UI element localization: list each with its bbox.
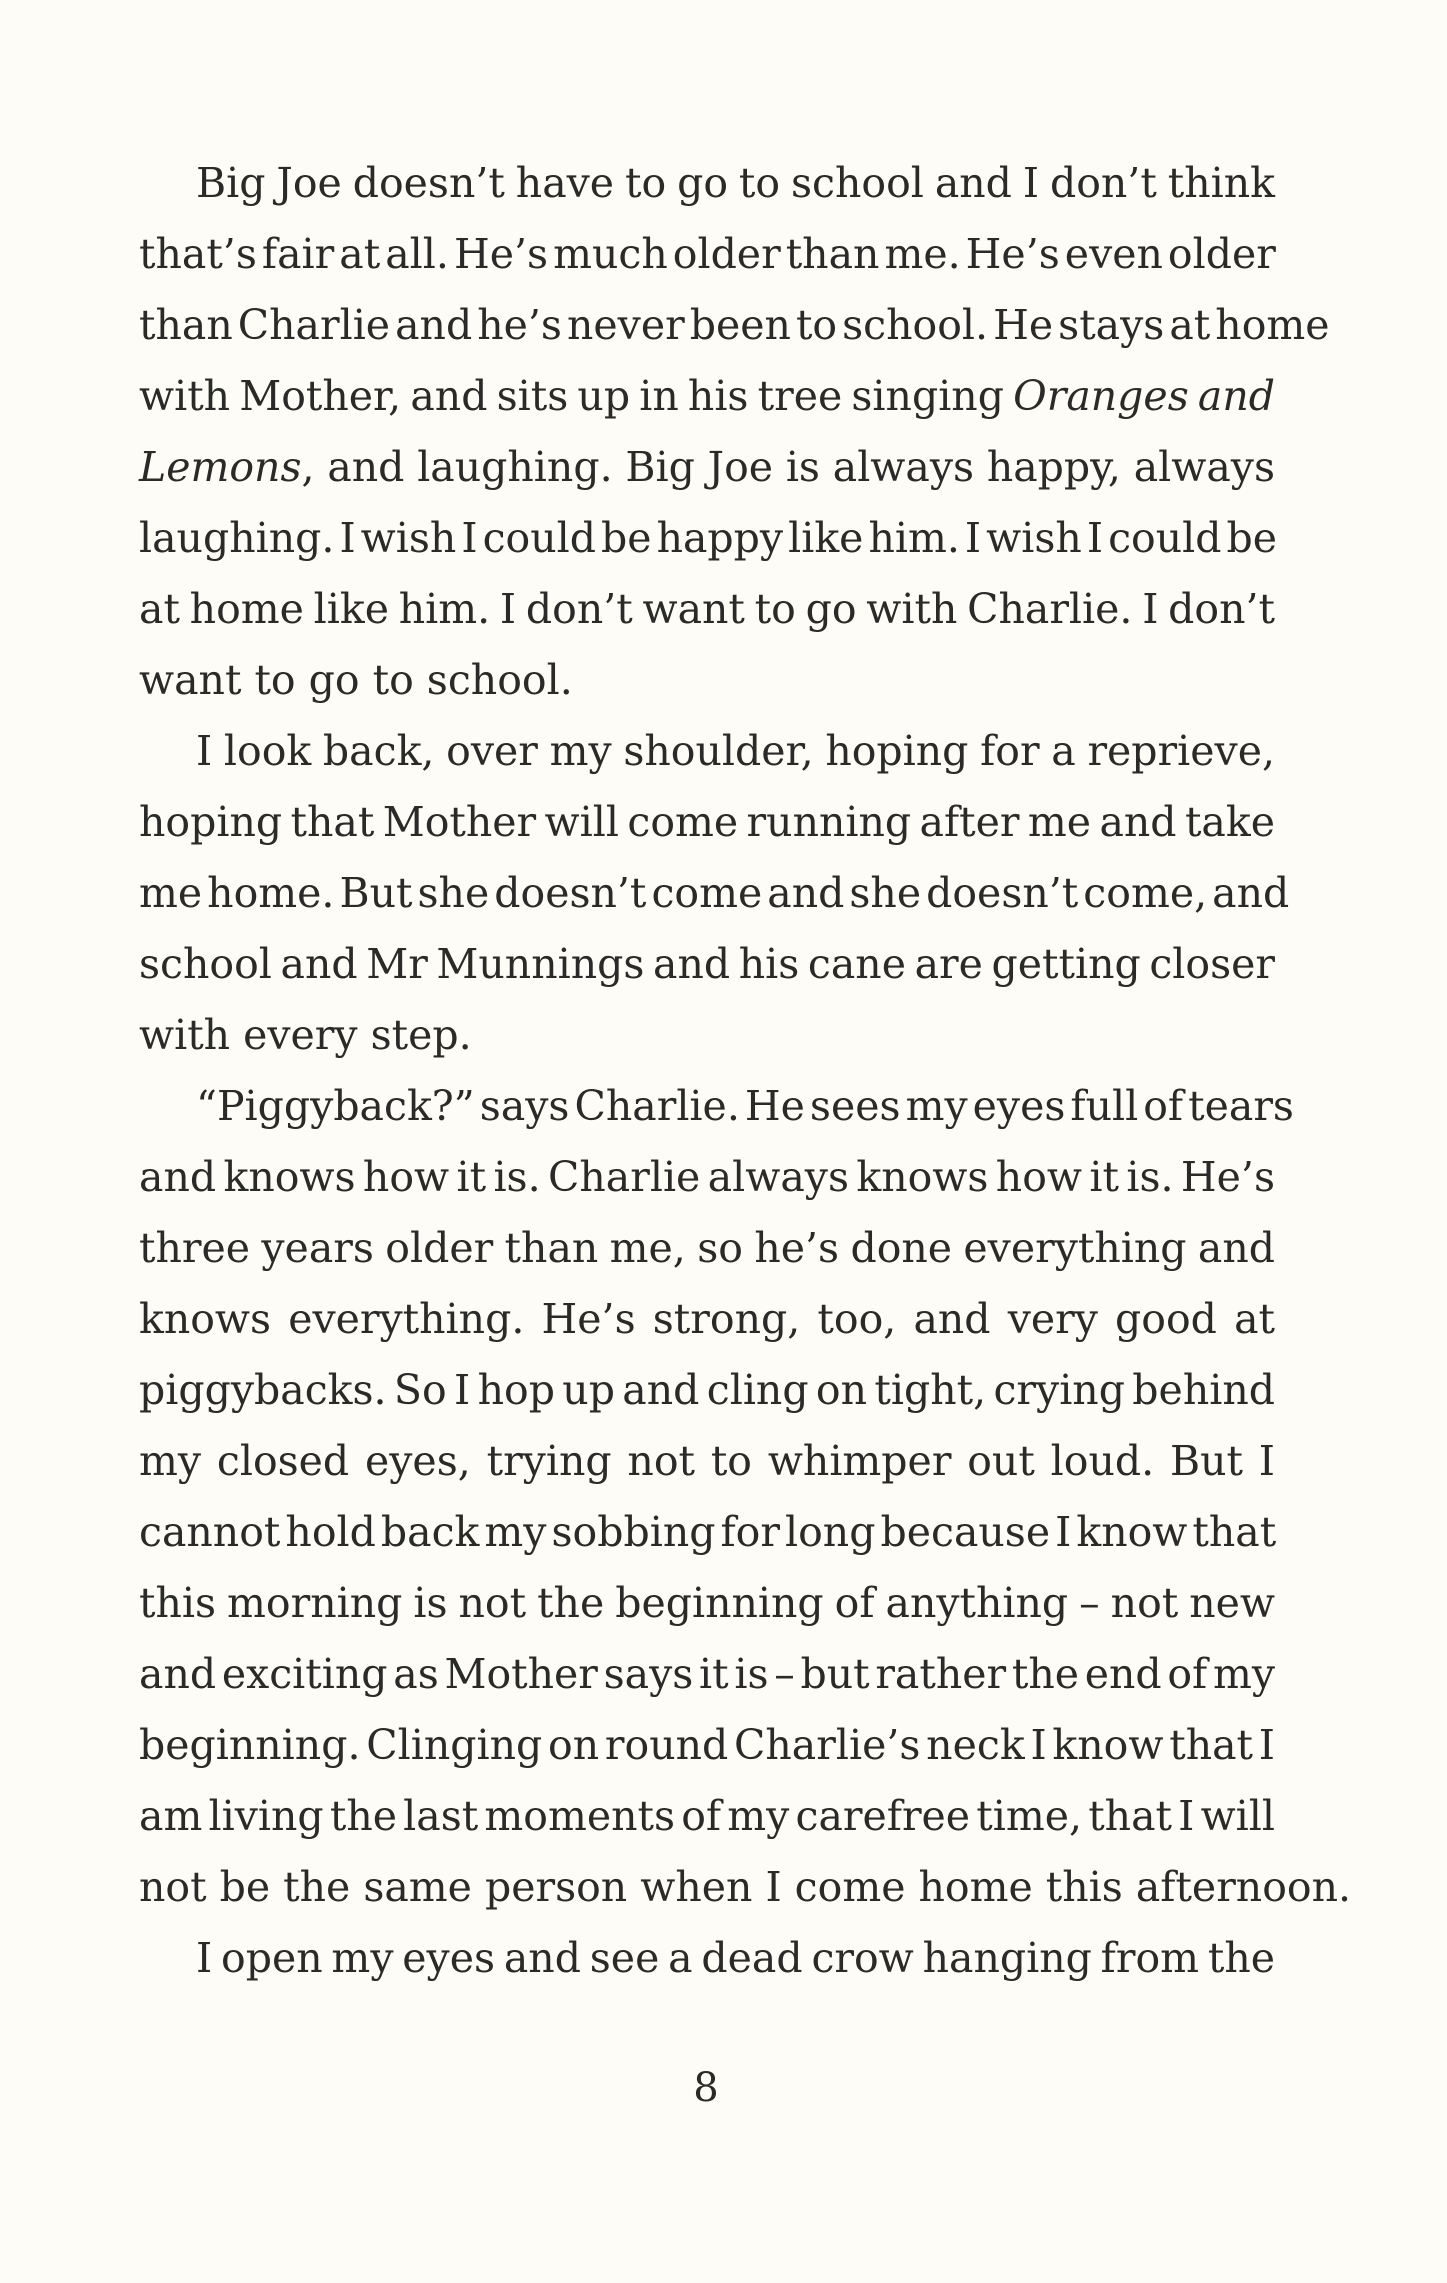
text-line: than Charlie and he’s never been to school. He stays at home (139, 301, 1330, 349)
page-number: 8 (693, 2065, 719, 2111)
text-line: not be the same person when I come home this afternoon. (139, 1863, 1352, 1911)
text-line: this morning is not the beginning of anything – not new (139, 1579, 1275, 1627)
text-line: knows everything. He’s strong, too, and very good at (139, 1295, 1275, 1343)
text-line: “Piggyback?” says Charlie. He sees my eyes full of tears (196, 1082, 1294, 1130)
text-line: school and Mr Munnings and his cane are getting closer (139, 940, 1275, 988)
text-line (139, 432, 1275, 503)
text-line-segment: with Mother, and sits up in his tree singing (139, 372, 1014, 420)
text-line: and exciting as Mother says it is – but rather the end of my (139, 1650, 1275, 1698)
text-line: I open my eyes and see a dead crow hanging from the (196, 1934, 1275, 1982)
text-line-segment: , and laughing. Big Joe is always happy, always (301, 443, 1275, 491)
text-line: laughing. I wish I could be happy like him. I wish I could be (139, 514, 1278, 562)
text-line: I look back, over my shoulder, hoping for a reprieve, (196, 727, 1275, 775)
text-line: cannot hold back my sobbing for long because I know that (139, 1508, 1277, 1556)
text-line: Big Joe doesn’t have to go to school and I don’t think (196, 159, 1275, 207)
text-line: me home. But she doesn’t come and she doesn’t come, and (139, 869, 1290, 917)
text-line: and knows how it is. Charlie always knows how it is. He’s (139, 1153, 1275, 1201)
text-line (139, 361, 1275, 432)
text-line: piggybacks. So I hop up and cling on tight, crying behind (139, 1366, 1275, 1414)
text-line: my closed eyes, trying not to whimper out loud. But I (139, 1437, 1275, 1485)
text-line: am living the last moments of my carefree time, that I will (139, 1792, 1275, 1840)
text-line: beginning. Clinging on round Charlie’s neck I know that I (139, 1721, 1275, 1769)
text-line: hoping that Mother will come running after me and take (139, 798, 1275, 846)
song-title-italic: Lemons (139, 443, 302, 491)
text-line: want to go to school. (139, 656, 573, 704)
body-text (139, 148, 1352, 1994)
song-title-italic: Oranges and (1013, 372, 1275, 420)
text-line: with every step. (139, 1011, 472, 1059)
text-line: at home like him. I don’t want to go with Charlie. I don’t (139, 585, 1275, 633)
text-line: that’s fair at all. He’s much older than me. He’s even older (139, 230, 1276, 278)
text-line: three years older than me, so he’s done everything and (139, 1224, 1275, 1272)
